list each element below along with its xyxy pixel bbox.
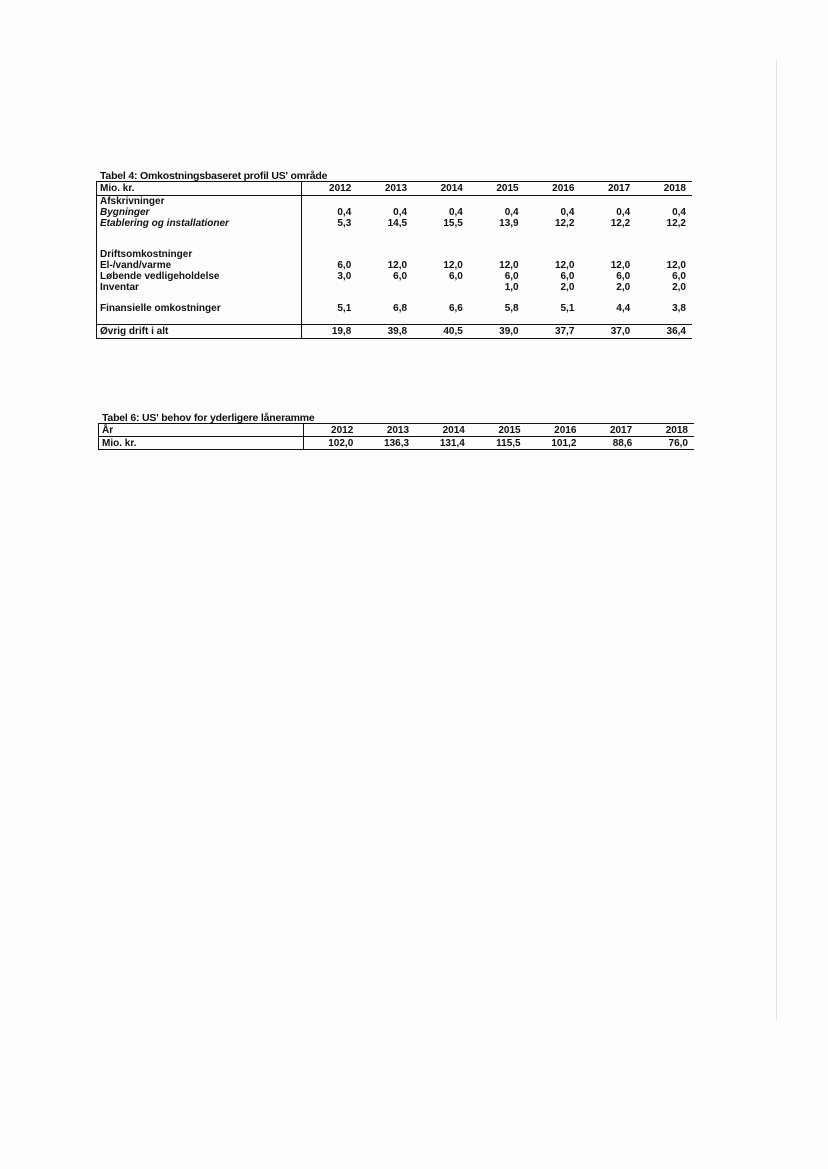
cell-value: 101,2 xyxy=(527,437,583,450)
section-heading: Afskrivninger xyxy=(97,196,302,208)
cell-value xyxy=(357,282,413,293)
table-row xyxy=(97,260,693,271)
row-label: Bygninger xyxy=(97,207,302,218)
cell-value: 12,0 xyxy=(499,260,519,271)
cell-value: 88,6 xyxy=(582,437,638,450)
section-heading-row xyxy=(97,196,693,208)
row-label: Inventar xyxy=(97,282,302,293)
cell-value: 6,6 xyxy=(448,303,463,314)
cell-value: 6,0 xyxy=(616,271,631,282)
total-label: Øvrig drift i alt xyxy=(97,324,302,338)
cell-value: 76,0 xyxy=(638,437,694,450)
total-value: 39,0 xyxy=(469,324,525,338)
year-header: 2013 xyxy=(357,182,413,196)
table4-title: Tabel 4: Omkostningsbaseret profil US' område xyxy=(100,170,328,182)
year-header: 2012 xyxy=(302,182,358,196)
cell-value: 6,0 xyxy=(504,271,519,282)
table-row xyxy=(99,437,695,450)
cell-value: 0,4 xyxy=(672,207,686,218)
cell-value: 2,0 xyxy=(672,282,686,293)
row-label: Mio. kr. xyxy=(99,437,304,450)
year-header: 2014 xyxy=(413,182,469,196)
table6-title: Tabel 6: US' behov for yderligere låneramme xyxy=(102,412,315,424)
table4-header-row xyxy=(97,182,693,196)
cell-value: 12,2 xyxy=(666,218,686,229)
cell-value: 0,4 xyxy=(393,207,408,218)
scan-edge-line xyxy=(776,60,777,1020)
table-row xyxy=(97,218,693,229)
total-value: 36,4 xyxy=(636,324,692,338)
cell-value: 14,5 xyxy=(387,218,408,229)
cell-value xyxy=(302,282,358,293)
total-value: 39,8 xyxy=(357,324,413,338)
year-header: 2018 xyxy=(638,424,694,437)
year-header: 2015 xyxy=(469,182,525,196)
cell-value xyxy=(413,282,469,293)
table6 xyxy=(98,423,694,450)
cell-value: 15,5 xyxy=(443,218,463,229)
cell-value: 2,0 xyxy=(560,282,575,293)
cell-value: 5,3 xyxy=(337,218,352,229)
year-header: 2013 xyxy=(359,424,415,437)
cell-value: 6,0 xyxy=(448,271,463,282)
total-row xyxy=(97,324,693,338)
row-label: Etablering og installationer xyxy=(97,218,302,229)
total-value: 37,0 xyxy=(580,324,636,338)
year-header: 2015 xyxy=(471,424,527,437)
cell-value: 0,4 xyxy=(616,207,631,218)
cell-value: 12,2 xyxy=(610,218,631,229)
cell-value: 6,0 xyxy=(337,260,352,271)
row-label: El-/vand/varme xyxy=(97,260,302,271)
cell-value: 12,0 xyxy=(610,260,631,271)
cell-value: 0,4 xyxy=(504,207,519,218)
cell-value: 12,0 xyxy=(387,260,408,271)
cell-value: 3,8 xyxy=(672,303,686,314)
table-row xyxy=(97,282,693,293)
cell-value: 115,5 xyxy=(471,437,527,450)
table-row xyxy=(97,207,693,218)
cell-value: 0,4 xyxy=(337,207,352,218)
row-label: Finansielle omkostninger xyxy=(97,303,302,314)
total-value: 19,8 xyxy=(302,324,358,338)
cell-value: 5,1 xyxy=(560,303,575,314)
cell-value: 6,0 xyxy=(560,271,575,282)
cell-value: 5,1 xyxy=(337,303,352,314)
cell-value: 2,0 xyxy=(616,282,631,293)
cell-value: 136,3 xyxy=(359,437,415,450)
cell-value: 12,2 xyxy=(554,218,575,229)
year-header: 2012 xyxy=(304,424,360,437)
table4 xyxy=(96,181,692,339)
cell-value: 0,4 xyxy=(560,207,575,218)
row-label: Løbende vedligeholdelse xyxy=(97,271,302,282)
cell-value: 1,0 xyxy=(504,282,519,293)
year-header: 2014 xyxy=(415,424,471,437)
cell-value: 102,0 xyxy=(304,437,360,450)
year-header: 2018 xyxy=(636,182,692,196)
year-header: 2016 xyxy=(527,424,583,437)
table-row xyxy=(97,303,693,314)
cell-value: 12,0 xyxy=(554,260,575,271)
total-value: 37,7 xyxy=(525,324,581,338)
table4-unit-label: Mio. kr. xyxy=(97,182,302,196)
year-header: 2017 xyxy=(580,182,636,196)
cell-value: 4,4 xyxy=(616,303,631,314)
cell-value: 6,8 xyxy=(393,303,408,314)
cell-value: 12,0 xyxy=(443,260,463,271)
table6-header-row xyxy=(99,424,695,437)
cell-value: 6,0 xyxy=(672,271,686,282)
table6-header-label: År xyxy=(99,424,304,437)
total-value: 40,5 xyxy=(413,324,469,338)
cell-value: 131,4 xyxy=(415,437,471,450)
cell-value: 3,0 xyxy=(337,271,352,282)
year-header: 2016 xyxy=(525,182,581,196)
year-header: 2017 xyxy=(582,424,638,437)
cell-value: 0,4 xyxy=(448,207,463,218)
cell-value: 13,9 xyxy=(499,218,519,229)
cell-value: 12,0 xyxy=(666,260,686,271)
cell-value: 5,8 xyxy=(504,303,519,314)
section-heading: Driftsomkostninger xyxy=(97,249,302,260)
section-heading-row xyxy=(97,249,693,260)
table-row xyxy=(97,271,693,282)
cell-value: 6,0 xyxy=(393,271,408,282)
